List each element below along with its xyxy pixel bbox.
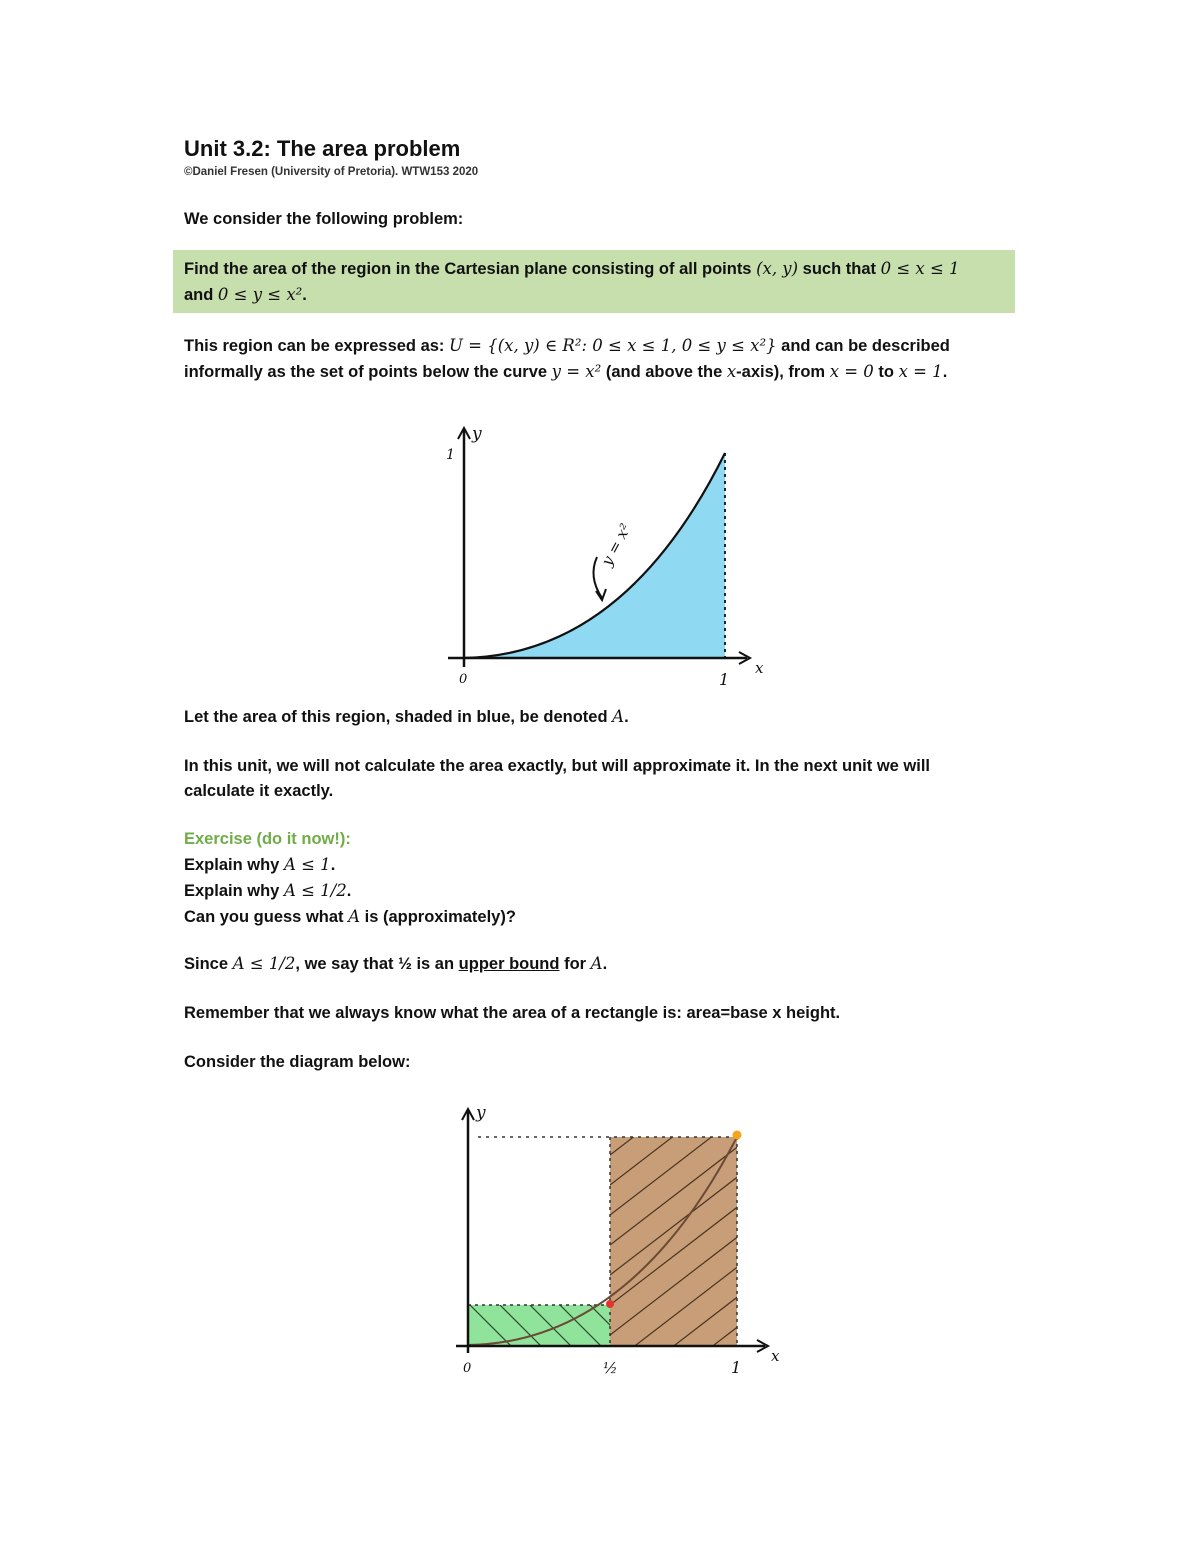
region-x1-math: x = 1 [898,362,943,381]
x-axis-label-2: x [771,1347,780,1365]
approx-line1: In this unit, we will not calculate the area exactly, but will approximate it. In the next unit we will [184,757,931,775]
region-x0-math: x = 0 [829,362,874,381]
rectangle-paragraph: Remember that we always know what the area of a rectangle is: area=base x height. [184,1004,841,1022]
approx-paragraph [184,754,1014,804]
exercise-q2-math: A ≤ 1/2 [283,881,347,900]
right-rectangle [610,1137,737,1345]
problem-line1-mid: such that [798,260,881,278]
tick-label-y1: 1 [446,447,455,463]
upper-bound-paragraph [184,951,607,977]
exercise-q2-end: . [346,882,352,900]
ub-a: Since [184,955,233,973]
area-symbol: A [612,707,625,726]
region-l2-a: informally as the set of points below the curve [184,363,552,381]
figure-rectangle-bounds [430,1095,790,1385]
y-axis-label-2: y [476,1103,486,1123]
region-l1-text: This region can be expressed as: [184,337,450,355]
problem-math-xy: (x, y) [756,259,799,278]
page-title: Unit 3.2: The area problem [184,136,461,161]
exercise-q3-a: Can you guess what [184,908,349,926]
tick-label-x1: 1 [719,670,730,689]
tick-label-x0-2: 0 [463,1361,472,1376]
ub-math2: A [590,954,603,973]
tick-label-x0: 0 [459,672,468,687]
region-paragraph [184,333,1014,385]
region-x-math: x [726,362,737,381]
exercise-block [184,827,516,930]
intro-text: We consider the following problem: [184,210,464,228]
area-def-text: Let the area of this region, shaded in blue, be denoted [184,708,613,726]
right-endpoint-dot [733,1131,742,1140]
area-def-end: . [624,708,629,726]
region-l2-e: . [942,363,948,381]
problem-line2-end: . [302,286,307,304]
exercise-q3-math: A [348,907,361,926]
exercise-q1-end: . [330,856,336,874]
ub-math1: A ≤ 1/2 [232,954,296,973]
x-axis-label: x [755,659,764,677]
exercise-q1-math: A ≤ 1 [283,855,331,874]
area-definition [184,704,629,730]
tick-label-xhalf: ½ [603,1359,618,1377]
problem-math-xrange: 0 ≤ x ≤ 1 [880,259,960,278]
problem-text [184,256,1014,308]
region-l2-c: -axis), from [736,363,830,381]
region-l2-b: (and above the [601,363,727,381]
problem-line2-text: and [184,286,218,304]
tick-label-x1-2: 1 [731,1358,742,1377]
region-set-math: U = {(x, y) ∈ R²: 0 ≤ x ≤ 1, 0 ≤ y ≤ x²} [449,336,777,355]
byline: ©Daniel Fresen (University of Pretoria). WTW153 2020 [184,166,479,178]
figure-area-under-curve [420,415,780,690]
shaded-region [464,453,725,658]
exercise-q2-text: Explain why [184,882,284,900]
y-axis-label: y [472,424,482,444]
region-l2-d: to [873,363,899,381]
exercise-heading: Exercise (do it now!): [184,830,351,848]
exercise-q1-text: Explain why [184,856,284,874]
approx-line2: calculate it exactly. [184,782,334,800]
problem-box [173,250,1015,313]
ub-c: for [559,955,591,973]
problem-math-yrange: 0 ≤ y ≤ x² [217,285,303,304]
left-endpoint-dot [606,1300,614,1308]
ub-d: . [602,955,608,973]
upper-bound-term: upper bound [458,955,560,973]
region-l1-end: and can be described [776,337,950,355]
ub-b: , we say that ½ is an [295,955,459,973]
problem-line1-text: Find the area of the region in the Cartesian plane consisting of all points [184,260,757,278]
consider-paragraph: Consider the diagram below: [184,1053,411,1071]
region-curve-math: y = x² [551,362,602,381]
curve-label: y = x² [597,520,635,569]
exercise-q3-b: is (approximately)? [360,908,516,926]
